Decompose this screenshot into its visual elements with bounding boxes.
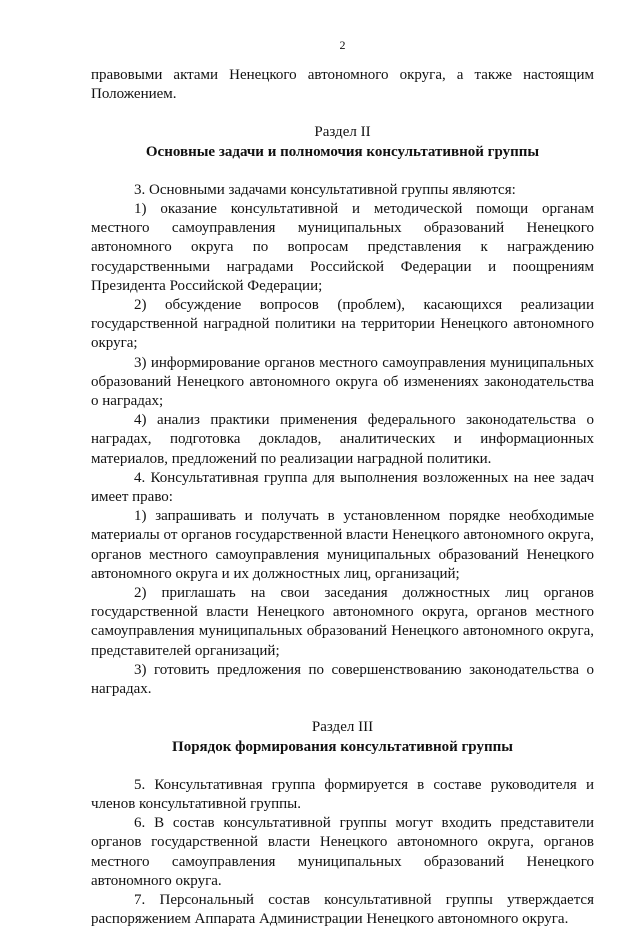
paragraph-4-item-2: 2) приглашать на свои заседания должностных лиц органов государственной власти Ненецкого автономного округа, органов местного самоуправления муниципальных образований Ненецкого автономного округа, представителей организаций; xyxy=(91,585,594,659)
paragraph-5: 5. Консультативная группа формируется в составе руководителя и членов консультативной группы. xyxy=(91,776,594,812)
spacer xyxy=(91,757,594,776)
paragraph-7: 7. Персональный состав консультативной группы утверждается распоряжением Аппарата Администрации Ненецкого автономного округа. xyxy=(91,891,594,928)
intro-paragraph: правовыми актами Ненецкого автономного округа, а также настоящим Положением. xyxy=(91,67,594,103)
spacer xyxy=(91,699,594,718)
paragraph-4-item-1: 1) запрашивать и получать в установленном порядке необходимые материалы от органов государственной власти Ненецкого автономного округа, органов местного самоуправления муниципальных образований Ненецкого автономного округа и их должностных лиц, организаций; xyxy=(91,508,594,582)
section-2-heading: Основные задачи и полномочия консультативной группы xyxy=(145,143,540,160)
paragraph-3-item-2: 2) обсуждение вопросов (проблем), касающихся реализации государственной наградной политики на территории Ненецкого автономного округа; xyxy=(91,297,594,352)
paragraph-6: 6. В состав консультативной группы могут входить представители органов государственной власти Ненецкого автономного округа, органов местного самоуправления муниципальных образований Ненецкого автономного округа. xyxy=(91,815,594,889)
paragraph-3-item-1: 1) оказание консультативной и методической помощи органам местного самоуправления муниципальных образований Ненецкого автономного округа по вопросам представления к награждению государственными наградами Российской Федерации и поощрениям Президента Российской Федерации; xyxy=(91,201,594,294)
section-3-heading: Порядок формирования консультативной группы xyxy=(172,738,513,755)
paragraph-3-item-3: 3) информирование органов местного самоуправления муниципальных образований Ненецкого автономного округа об изменениях законодательства о наградах; xyxy=(91,354,594,410)
document-page xyxy=(91,38,594,929)
spacer xyxy=(91,162,594,181)
section-3-title: Раздел III xyxy=(311,719,374,736)
paragraph-3-item-4: 4) анализ практики применения федерального законодательства о наградах, подготовка докладов, аналитических и информационных материалов, предложений по реализации наградной политики. xyxy=(91,412,594,467)
paragraph-3: 3. Основными задачами консультативной группы являются: xyxy=(134,181,516,198)
paragraph-4-item-3: 3) готовить предложения по совершенствованию законодательства о наградах. xyxy=(91,661,594,698)
page-number: 2 xyxy=(339,38,346,52)
section-2-title: Раздел II xyxy=(314,124,371,141)
spacer xyxy=(91,104,594,123)
paragraph-4: 4. Консультативная группа для выполнения возложенных на нее задач имеет право: xyxy=(91,469,594,506)
